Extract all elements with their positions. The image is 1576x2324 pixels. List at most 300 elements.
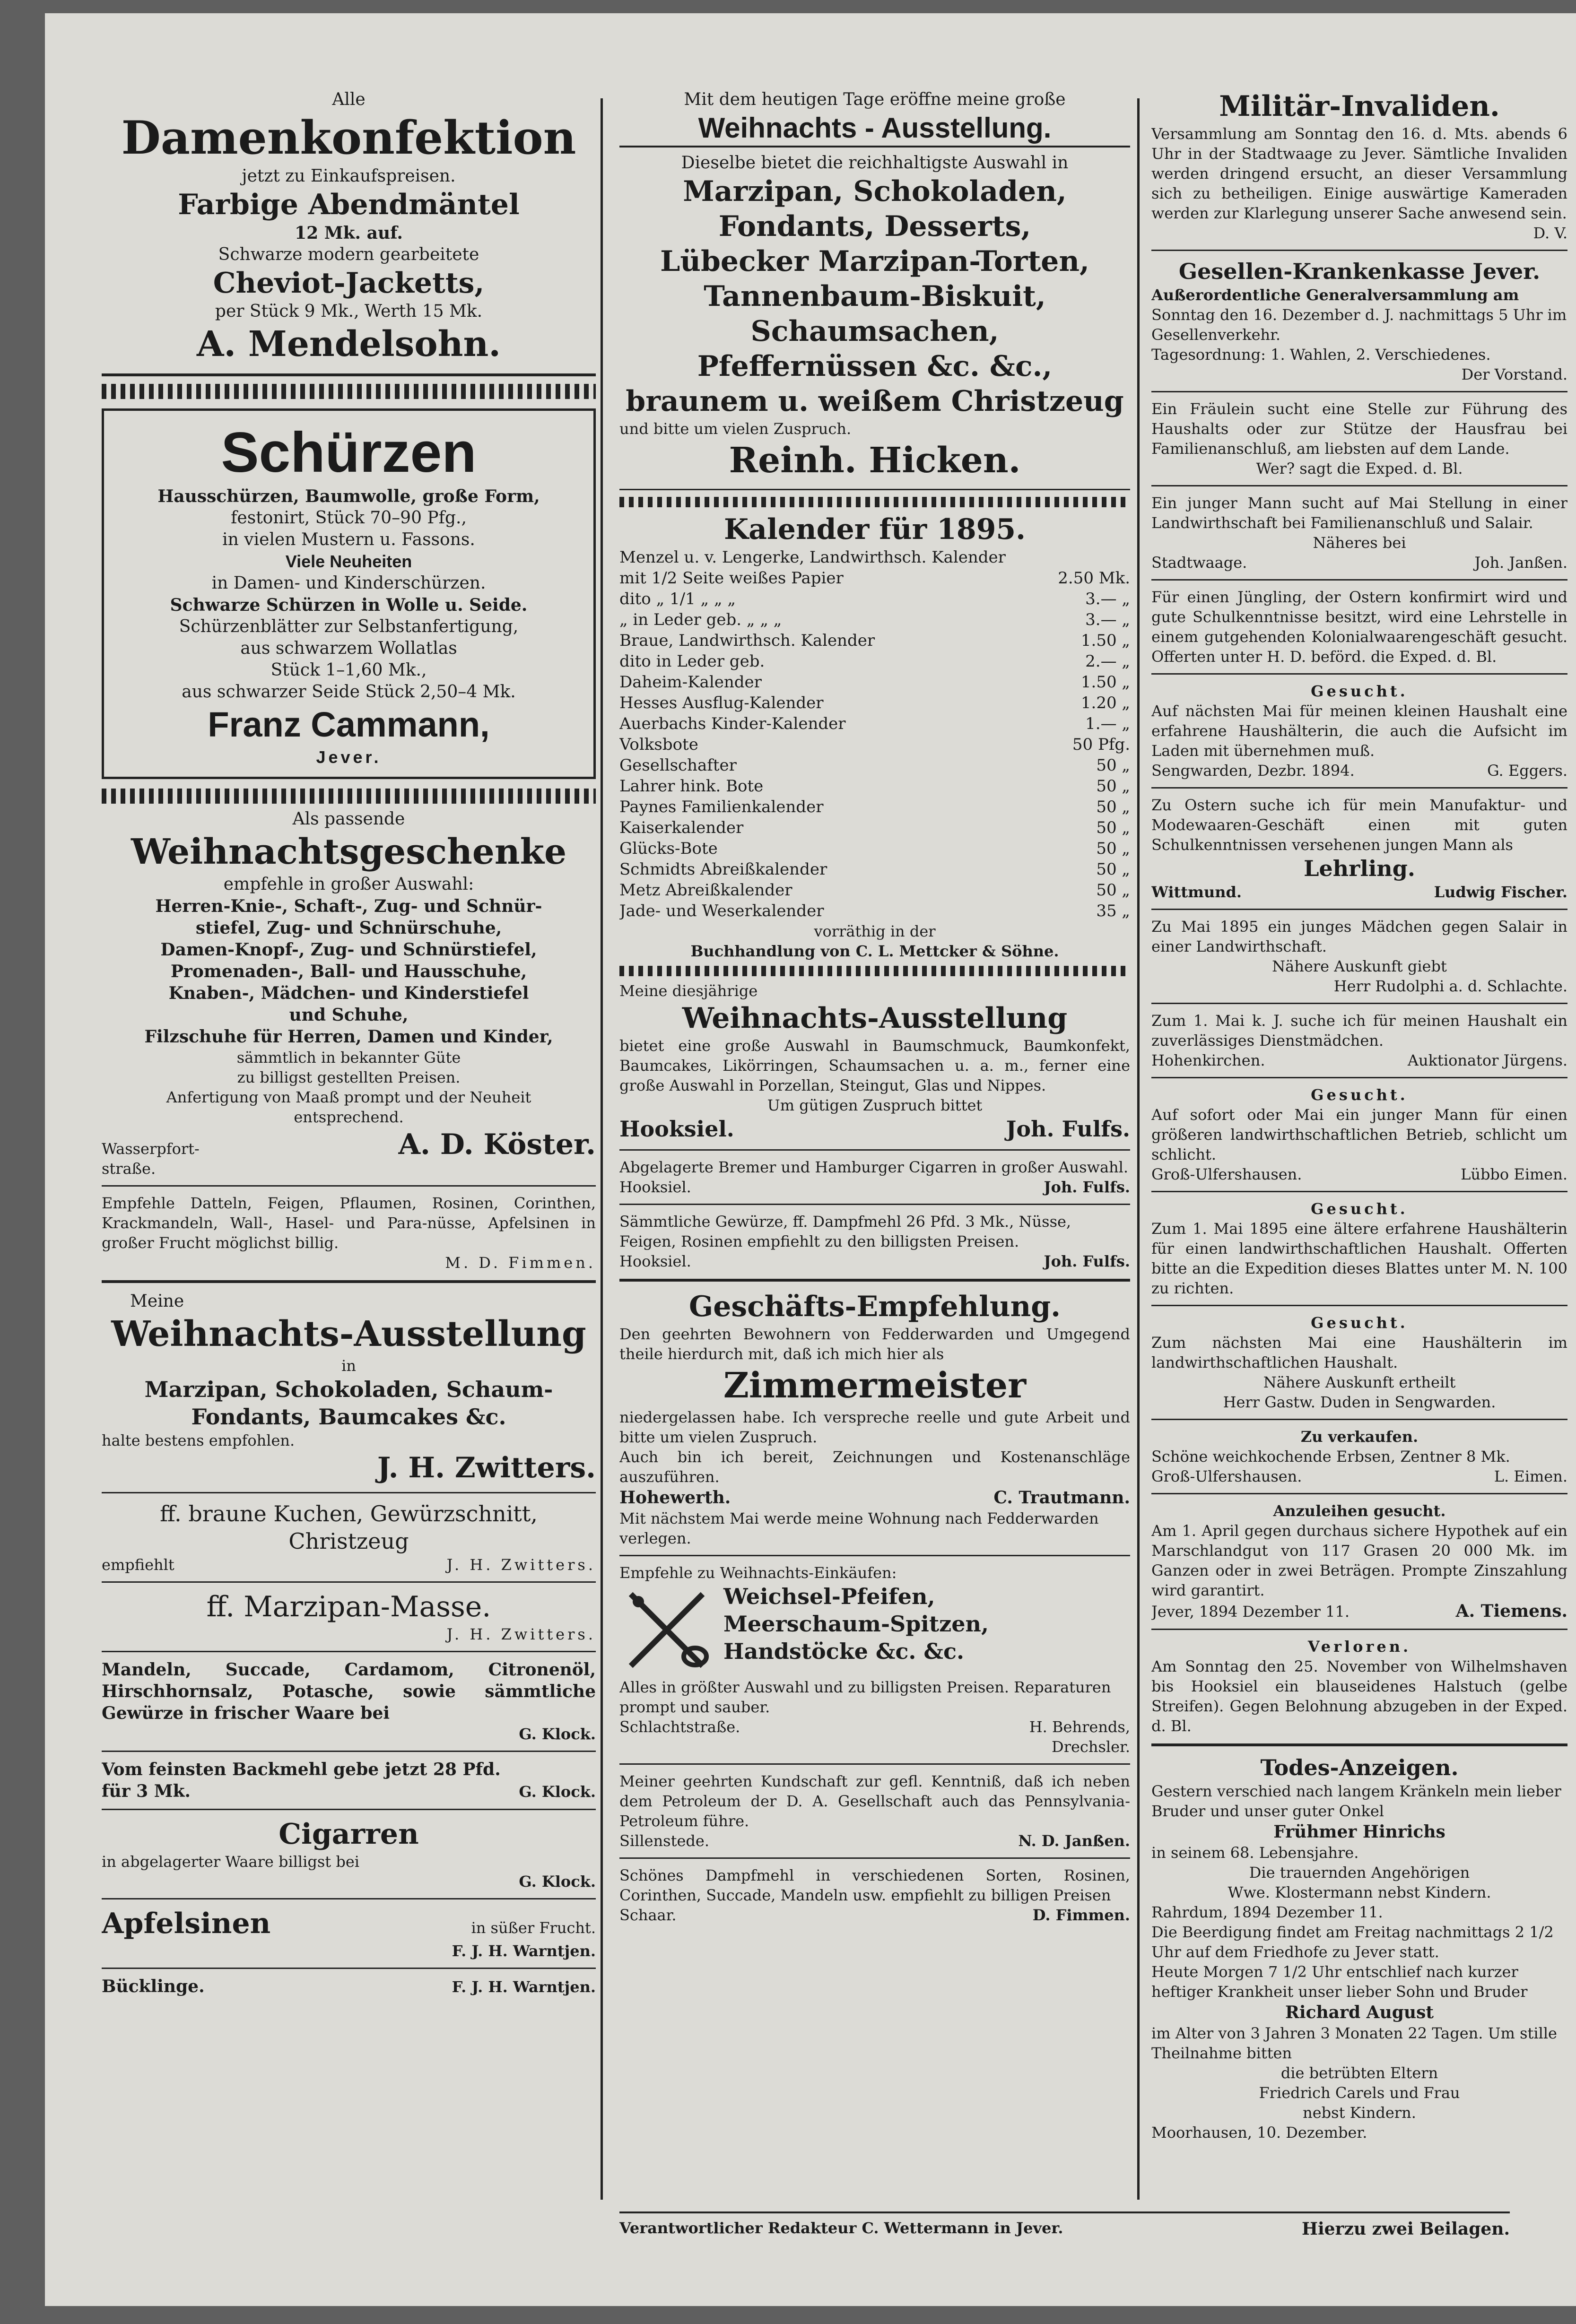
divider bbox=[1151, 1629, 1567, 1630]
ad-firm: C. Trautmann. bbox=[993, 1488, 1130, 1508]
ad-line: 12 Mk. auf. bbox=[295, 223, 403, 243]
editor-line: Verantwortlicher Redakteur C. Wettermann in Jever. bbox=[619, 2219, 1063, 2237]
ad-line: Alles in größter Auswahl und zu billigsten Preisen. Reparaturen prompt und sauber. bbox=[619, 1678, 1111, 1716]
ad-firm: Auktionator Jürgens. bbox=[1407, 1051, 1567, 1069]
ornament-border bbox=[619, 497, 1130, 507]
ad-title: Kalender für 1895. bbox=[723, 513, 1026, 546]
ad-text: Abgelagerte Bremer und Hamburger Cigarren in großer Auswahl. bbox=[619, 1158, 1129, 1176]
ad-title: Weihnachts-Ausstellung bbox=[111, 1314, 586, 1354]
ad-datteln bbox=[102, 1193, 596, 1273]
price-row bbox=[619, 880, 1130, 901]
price-value: 3.— „ bbox=[1085, 590, 1130, 608]
price-item: Volksbote bbox=[619, 735, 698, 754]
ad-firm: Joh. Fulfs. bbox=[1044, 1252, 1130, 1270]
ad-place: Sillenstede. bbox=[619, 1832, 709, 1850]
price-value: 1.50 „ bbox=[1080, 631, 1130, 650]
ad-firm: Joh. Fulfs. bbox=[1044, 1178, 1130, 1196]
ad-line: in vielen Mustern u. Fassons. bbox=[222, 530, 475, 549]
price-row bbox=[619, 609, 1130, 630]
ad-line: Pfeffernüssen &c. &c., bbox=[697, 350, 1053, 383]
ad-line: stiefel, Zug- und Schnürschuhe, bbox=[195, 918, 502, 938]
ad-firm: J. H. Zwitters. bbox=[446, 1556, 596, 1574]
ad-text: Für einen Jüngling, der Ostern konfirmirt wird und gute Schulkenntnisse besitzt, wird eine Lehrstelle in einem gutgehenden Kolonialwaarengeschäft gesucht. Offerten unter H. D. beförd. die Exped. d. Bl. bbox=[1151, 588, 1567, 666]
ad-title: Damenkonfektion bbox=[121, 111, 576, 165]
divider bbox=[619, 1857, 1130, 1859]
ad-anzuleihen bbox=[1151, 1501, 1567, 1622]
ad-line: Herren-Knie-, Schaft-, Zug- und Schnür- bbox=[155, 896, 542, 916]
ad-title: Weihnachtsgeschenke bbox=[131, 832, 567, 872]
ad-line: Heute Morgen 7 1/2 Uhr entschlief nach kurzer heftiger Krankheit unser lieber Sohn und Bruder bbox=[1151, 1963, 1528, 2001]
ad-text: Sämmtliche Gewürze, ff. Dampfmehl 26 Pfd. 3 Mk., Nüsse, Feigen, Rosinen empfiehlt zu den billigsten Preisen. bbox=[619, 1213, 1071, 1250]
ad-text: Auf sofort oder Mai ein junger Mann für einen größeren landwirthschaftlichen Betrieb, schlicht um schlicht. bbox=[1151, 1106, 1567, 1163]
divider bbox=[1151, 1077, 1567, 1078]
ad-line: Schürzenblätter zur Selbstanfertigung, bbox=[179, 617, 519, 636]
price-row bbox=[619, 901, 1130, 921]
ad-line: Die trauernden Angehörigen bbox=[1249, 1864, 1470, 1882]
divider bbox=[619, 1279, 1130, 1282]
price-value: 2.50 Mk. bbox=[1058, 569, 1130, 588]
ad-title: Militär-Invaliden. bbox=[1219, 90, 1500, 123]
divider bbox=[102, 1185, 596, 1187]
ad-text: Empfehle Datteln, Feigen, Pflaumen, Rosinen, Corinthen, Krackmandeln, Wall-, Hasel- und Para-nüsse, Apfelsinen in großer Frucht möglichst billig. bbox=[102, 1194, 596, 1252]
price-row bbox=[619, 797, 1130, 817]
ad-verloren bbox=[1151, 1637, 1567, 1736]
ad-line: Um gütigen Zuspruch bittet bbox=[767, 1096, 983, 1114]
ad-line: Meine bbox=[130, 1292, 184, 1311]
price-value: 50 „ bbox=[1096, 818, 1130, 837]
ad-line: Rahrdum, 1894 Dezember 11. bbox=[1151, 1903, 1383, 1921]
ad-title: Gesucht. bbox=[1311, 682, 1408, 700]
ad-place: Hooksiel. bbox=[619, 1178, 691, 1196]
ad-line: Die Beerdigung findet am Freitag nachmittags 2 1/2 Uhr auf dem Friedhofe zu Jever statt. bbox=[1151, 1923, 1554, 1961]
column-1 bbox=[102, 89, 596, 2207]
price-item: Hesses Ausflug-Kalender bbox=[619, 694, 824, 712]
ad-line: Schwarze Schürzen in Wolle u. Seide. bbox=[170, 595, 528, 615]
ad-line: entsprechend. bbox=[294, 1108, 404, 1126]
ad-marzipan-masse bbox=[102, 1589, 596, 1644]
ad-line: zu billigst gestellten Preisen. bbox=[237, 1068, 461, 1086]
ad-firm: Joh. Fulfs. bbox=[1006, 1116, 1130, 1142]
ad-text: Ein junger Mann sucht auf Mai Stellung in einer Landwirthschaft bei Familienanschluß und Salair. bbox=[1151, 494, 1567, 532]
ad-firm: G. Klock. bbox=[519, 1873, 596, 1890]
ad-place: Hooksiel. bbox=[619, 1116, 734, 1142]
ad-line: sämmtlich in bekannter Güte bbox=[236, 1049, 461, 1067]
ad-line: Schaumsachen, bbox=[750, 315, 999, 348]
ad-gesellen-krankenkasse bbox=[1151, 258, 1567, 384]
ad-line: Fondants, Baumcakes &c. bbox=[191, 1404, 506, 1430]
supplement-note: Hierzu zwei Beilagen. bbox=[1301, 2219, 1510, 2239]
ad-line: Meine diesjährige bbox=[619, 982, 758, 1000]
ad-line: Den geehrten Bewohnern von Fedderwarden und Umgegend theile hierdurch mit, daß ich mich hier als bbox=[619, 1325, 1130, 1363]
price-value: 50 „ bbox=[1096, 798, 1130, 816]
ad-line: für 3 Mk. bbox=[102, 1781, 191, 1801]
ad-line: braunem u. weißem Christzeug bbox=[626, 385, 1124, 418]
price-value: 3.— „ bbox=[1085, 610, 1130, 629]
price-item: Paynes Familienkalender bbox=[619, 798, 824, 816]
ad-line: empfehle in großer Auswahl: bbox=[223, 875, 474, 894]
column-2 bbox=[619, 89, 1130, 2207]
ad-text: Zu Ostern suche ich für mein Manufaktur- und Modewaaren-Geschäft einen mit guten Schulkenntnissen versehenen jungen Mann als bbox=[1151, 796, 1567, 854]
ad-apfelsinen bbox=[102, 1906, 596, 1961]
ad-title: Schürzen bbox=[221, 421, 477, 484]
price-list bbox=[619, 547, 1130, 921]
ad-line: vorräthig in der bbox=[814, 922, 936, 940]
ad-line: per Stück 9 Mk., Werth 15 Mk. bbox=[215, 302, 483, 321]
ad-line: Gestern verschied nach langem Kränkeln mein lieber Bruder und unser guter Onkel bbox=[1151, 1782, 1561, 1820]
price-row bbox=[619, 776, 1130, 797]
ad-text: Zum 1. Mai 1895 eine ältere erfahrene Haushälterin für einen landwirthschaftlichen Haushalt. Offerten bitte an die Expedition dieses Blattes unter M. N. 100 zu richten. bbox=[1151, 1220, 1567, 1297]
newspaper-page bbox=[45, 13, 1576, 2306]
ad-place: Schlachtstraße. bbox=[619, 1718, 740, 1736]
price-value: 50 „ bbox=[1096, 839, 1130, 858]
ad-line: Hausschürzen, Baumwolle, große Form, bbox=[157, 486, 540, 506]
ad-place: Moorhausen, 10. Dezember. bbox=[1151, 2124, 1367, 2142]
divider bbox=[1151, 909, 1567, 910]
divider bbox=[102, 1898, 596, 1899]
ad-line: in bbox=[341, 1357, 356, 1375]
ad-line: Marzipan, Schokoladen, Schaum- bbox=[144, 1377, 553, 1402]
ad-line: empfiehlt bbox=[102, 1556, 174, 1574]
ad-title: Weihnachts - Ausstellung. bbox=[619, 111, 1130, 147]
price-value: 2.— „ bbox=[1085, 652, 1130, 671]
price-row bbox=[619, 672, 1130, 693]
ad-heading: Lehrling. bbox=[1304, 856, 1415, 881]
column-3 bbox=[1151, 89, 1567, 2207]
divider bbox=[102, 1651, 596, 1652]
ad-line: in abgelagerter Waare billigst bei bbox=[102, 1853, 359, 1871]
ad-heading: Richard August bbox=[1285, 2003, 1434, 2022]
ad-juengling-lehrstelle bbox=[1151, 587, 1567, 667]
divider bbox=[1151, 1743, 1567, 1746]
ad-place: Jever, 1894 Dezember 11. bbox=[1151, 1603, 1350, 1621]
ad-line: in seinem 68. Lebensjahre. bbox=[1151, 1844, 1359, 1862]
ad-line: nebst Kindern. bbox=[1303, 2104, 1416, 2122]
ad-place: Hohenkirchen. bbox=[1151, 1051, 1265, 1069]
price-item: Metz Abreißkalender bbox=[619, 881, 792, 900]
ad-firm: A. Mendelsohn. bbox=[196, 324, 501, 364]
divider bbox=[1151, 1493, 1567, 1494]
price-value: 50 „ bbox=[1096, 777, 1130, 796]
ad-firm: A. D. Köster. bbox=[398, 1128, 596, 1161]
ad-zwitters-ausstellung bbox=[102, 1291, 596, 1485]
ad-firm: Joh. Janßen. bbox=[1474, 554, 1567, 572]
ad-firm: D. Fimmen. bbox=[1032, 1906, 1130, 1924]
ad-text: Schöne weichkochende Erbsen, Zentner 8 Mk. bbox=[1151, 1448, 1510, 1466]
divider bbox=[1151, 673, 1567, 675]
ad-militaer-invaliden bbox=[1151, 89, 1567, 243]
ad-line: Damen-Knopf-, Zug- und Schnürstiefel, bbox=[160, 940, 537, 960]
ad-fulfs-ausstellung bbox=[619, 981, 1130, 1143]
price-row bbox=[619, 713, 1130, 734]
ad-line: Als passende bbox=[292, 809, 405, 829]
ad-text: Ein Fräulein sucht eine Stelle zur Führung des Haushalts oder zur Stütze der Hausfrau bei Familienanschluß, am liebsten auf dem Lande. bbox=[1151, 400, 1567, 458]
divider bbox=[1151, 787, 1567, 789]
ad-behrends bbox=[619, 1563, 1130, 1757]
ad-firm: Buchhandlung von C. L. Mettcker & Söhne. bbox=[690, 942, 1059, 960]
price-value: 50 Pfg. bbox=[1072, 735, 1130, 754]
ad-line: Christzeug bbox=[288, 1528, 409, 1554]
price-item: Braue, Landwirthsch. Kalender bbox=[619, 631, 875, 650]
ad-line: aus schwarzer Seide Stück 2,50–4 Mk. bbox=[182, 682, 516, 702]
divider bbox=[102, 1492, 596, 1493]
ad-text: Am Sonntag den 25. November von Wilhelmshaven bis Hooksiel ein blauseidenes Halstuch (gelbe Streifen). Gegen Belohnung abzugeben in der Exped. d. Bl. bbox=[1151, 1657, 1567, 1735]
ad-line: Tagesordnung: 1. Wahlen, 2. Verschiedenes. bbox=[1151, 346, 1491, 364]
divider bbox=[1151, 1305, 1567, 1306]
price-row bbox=[619, 755, 1130, 776]
ad-line: die betrübten Eltern bbox=[1280, 2064, 1438, 2082]
ad-place: Wasserpfort- bbox=[102, 1140, 200, 1158]
divider bbox=[102, 1968, 596, 1969]
ad-title: ff. Marzipan-Masse. bbox=[206, 1590, 491, 1623]
ad-place: Sengwarden, Dezbr. 1894. bbox=[1151, 762, 1355, 780]
column-rule bbox=[601, 98, 603, 2200]
ad-zwitters-kuchen bbox=[102, 1500, 596, 1575]
ad-firm: H. Behrends, bbox=[1029, 1718, 1130, 1736]
price-value: 1.50 „ bbox=[1080, 673, 1130, 692]
ad-title: Gesellen-Krankenkasse Jever. bbox=[1178, 259, 1541, 284]
ad-buecklinge bbox=[102, 1976, 596, 1997]
ad-junger-mann bbox=[1151, 493, 1567, 572]
ad-title: Todes-Anzeigen. bbox=[1260, 1755, 1459, 1780]
ad-title: Weihnachts-Ausstellung bbox=[682, 1002, 1068, 1035]
column-rule bbox=[1137, 98, 1140, 2200]
ornament-border bbox=[102, 789, 596, 804]
price-item: dito in Leder geb. bbox=[619, 652, 765, 671]
ad-line: Tannenbaum-Biskuit, bbox=[704, 280, 1046, 313]
ad-firm: M. D. Fimmen. bbox=[445, 1254, 596, 1272]
ad-firm: F. J. H. Warntjen. bbox=[452, 1942, 596, 1960]
ad-heading: Viele Neuheiten bbox=[285, 552, 412, 571]
ad-signature: D. V. bbox=[1533, 224, 1567, 242]
price-item: Jade- und Weserkalender bbox=[619, 902, 824, 920]
ad-zu-verkaufen bbox=[1151, 1427, 1567, 1486]
price-row bbox=[619, 838, 1130, 859]
ad-gesucht-haushaelterin bbox=[1151, 1199, 1567, 1298]
ad-title: Verloren. bbox=[1307, 1638, 1411, 1656]
ad-janssen-petroleum bbox=[619, 1771, 1130, 1851]
ad-junges-maedchen bbox=[1151, 917, 1567, 996]
ad-heading: Meerschaum-Spitzen, bbox=[723, 1611, 989, 1637]
ad-line: und bitte um vielen Zuspruch. bbox=[619, 420, 852, 438]
ad-line: Vom feinsten Backmehl gebe jetzt 28 Pfd. bbox=[102, 1760, 501, 1779]
ad-line: Wer? sagt die Exped. d. Bl. bbox=[1256, 460, 1463, 477]
ad-firm: J. H. Zwitters. bbox=[377, 1451, 596, 1484]
ad-fulfs-cigarren bbox=[619, 1157, 1130, 1197]
ad-frame bbox=[102, 408, 596, 779]
ad-heading: Farbige Abendmäntel bbox=[178, 188, 520, 221]
price-row bbox=[619, 817, 1130, 838]
ad-line: in süßer Frucht. bbox=[471, 1919, 596, 1937]
ad-line: aus schwarzem Wollatlas bbox=[240, 639, 457, 658]
page-footer bbox=[619, 2211, 1510, 2240]
ad-line: Näheres bei bbox=[1313, 534, 1406, 552]
ad-zimmermeister bbox=[619, 1289, 1130, 1548]
ad-weihnachtsgeschenke bbox=[102, 808, 596, 1179]
divider bbox=[1151, 485, 1567, 486]
ad-firm: A. Tiemens. bbox=[1455, 1601, 1567, 1621]
ad-title: Gesucht. bbox=[1311, 1314, 1408, 1332]
divider bbox=[102, 1809, 596, 1810]
ad-line: Herr Gastw. Duden in Sengwarden. bbox=[1223, 1393, 1496, 1411]
ad-heading: Cheviot-Jacketts, bbox=[213, 267, 485, 300]
ad-text: Schönes Dampfmehl in verschiedenen Sorten, Rosinen, Corinthen, Succade, Mandeln usw. empfiehlt zu billigen Preisen bbox=[619, 1866, 1130, 1904]
divider bbox=[619, 489, 1130, 490]
ad-text: Sonntag den 16. Dezember d. J. nachmittags 5 Uhr im Gesellenverkehr. bbox=[1151, 306, 1567, 344]
price-item: Daheim-Kalender bbox=[619, 673, 762, 692]
ad-line: Marzipan, Schokoladen, bbox=[683, 175, 1067, 208]
price-item: Lahrer hink. Bote bbox=[619, 777, 764, 796]
ad-hicken bbox=[619, 89, 1130, 482]
price-value: 50 „ bbox=[1096, 881, 1130, 900]
price-value: 50 „ bbox=[1096, 756, 1130, 775]
price-item: mit 1/2 Seite weißes Papier bbox=[619, 569, 844, 588]
divider bbox=[102, 373, 596, 376]
price-item: dito „ 1/1 „ „ „ bbox=[619, 590, 736, 608]
ad-firm: N. D. Janßen. bbox=[1018, 1832, 1130, 1850]
ad-line: Dieselbe bietet die reichhaltigste Auswahl in bbox=[681, 153, 1069, 173]
ad-klock-backmehl bbox=[102, 1759, 596, 1802]
ad-place: straße. bbox=[102, 1160, 156, 1178]
divider bbox=[102, 1581, 596, 1583]
divider bbox=[102, 1751, 596, 1752]
ad-firm: F. J. H. Warntjen. bbox=[452, 1978, 596, 1996]
ad-klock-gewuerze bbox=[102, 1659, 596, 1744]
ad-line: Promenaden-, Ball- und Hausschuhe, bbox=[170, 962, 527, 981]
price-item: Kaiserkalender bbox=[619, 818, 744, 837]
ad-line: Anfertigung von Maaß prompt und der Neuheit bbox=[166, 1088, 531, 1106]
ad-line: Nähere Auskunft giebt bbox=[1272, 957, 1447, 975]
divider bbox=[619, 1763, 1130, 1765]
ad-line: Herr Rudolphi a. d. Schlachte. bbox=[1333, 977, 1567, 995]
ad-heading: Frühmer Hinrichs bbox=[1273, 1822, 1445, 1842]
ad-gesucht-eimen bbox=[1151, 1085, 1567, 1184]
ad-line: im Alter von 3 Jahren 3 Monaten 22 Tagen. Um stille Theilnahme bitten bbox=[1151, 2024, 1557, 2062]
ad-place: Wittmund. bbox=[1151, 883, 1242, 901]
ad-line: Empfehle zu Weihnachts-Einkäufen: bbox=[619, 1564, 897, 1582]
divider bbox=[619, 1555, 1130, 1556]
divider bbox=[1151, 391, 1567, 392]
ad-title: Anzuleihen gesucht. bbox=[1273, 1502, 1446, 1520]
price-row bbox=[619, 734, 1130, 755]
ad-line: Mit nächstem Mai werde meine Wohnung nach Fedderwarden verlegen. bbox=[619, 1509, 1099, 1547]
ad-line: Knaben-, Mädchen- und Kinderstiefel bbox=[168, 983, 529, 1003]
price-item: „ in Leder geb. „ „ „ bbox=[619, 610, 782, 629]
ad-damenkonfektion bbox=[102, 89, 596, 366]
price-row bbox=[619, 589, 1130, 609]
ad-place: Stadtwaage. bbox=[1151, 554, 1247, 572]
price-row bbox=[619, 630, 1130, 651]
ornament-border bbox=[619, 966, 1130, 976]
ad-text: Zum nächsten Mai eine Haushälterin im landwirthschaftlichen Haushalt. bbox=[1151, 1334, 1567, 1371]
ad-line: niedergelassen habe. Ich verspreche reelle und gute Arbeit und bitte um vielen Zuspruch. bbox=[619, 1408, 1130, 1446]
ad-firm: Franz Cammann, bbox=[208, 705, 490, 744]
ad-place: Schaar. bbox=[619, 1906, 677, 1924]
ad-kalender bbox=[619, 497, 1130, 976]
ad-title: Apfelsinen bbox=[102, 1907, 271, 1940]
ad-fulfs-gewuerze bbox=[619, 1212, 1130, 1271]
ad-title: Bücklinge. bbox=[102, 1977, 205, 1996]
ad-line: Schwarze modern gearbeitete bbox=[218, 245, 479, 264]
ad-line: Stück 1–1,60 Mk., bbox=[270, 660, 427, 680]
ad-heading: Außerordentliche Generalversammlung am bbox=[1151, 286, 1519, 304]
ad-title: Zu verkaufen. bbox=[1300, 1428, 1419, 1446]
ad-todes-anzeigen bbox=[1151, 1754, 1567, 2142]
ad-place: Groß-Ulfershausen. bbox=[1151, 1467, 1302, 1485]
price-item: Glücks-Bote bbox=[619, 839, 718, 858]
ad-cigarren bbox=[102, 1817, 596, 1891]
ad-line: in Damen- und Kinderschürzen. bbox=[211, 573, 486, 593]
crossed-pipes-icon bbox=[619, 1583, 714, 1677]
ad-city: Jever. bbox=[316, 747, 382, 767]
ad-title: Cigarren bbox=[279, 1818, 419, 1851]
ad-gesucht-duden bbox=[1151, 1313, 1567, 1412]
price-row bbox=[619, 651, 1130, 672]
divider bbox=[1151, 579, 1567, 581]
ad-text: Am 1. April gegen durchaus sichere Hypothek auf ein Marschlandgut von 117 Grasen 20 000 Mk. im Ganzen oder in zwei Beträgen. Prompte Zinszahlung wird garantirt. bbox=[1151, 1522, 1567, 1599]
ad-heading: Handstöcke &c. &c. bbox=[723, 1639, 964, 1664]
ad-dienstmaedchen bbox=[1151, 1011, 1567, 1070]
price-item: Auerbachs Kinder-Kalender bbox=[619, 714, 846, 733]
ad-text: Versammlung am Sonntag den 16. d. Mts. abends 6 Uhr in der Stadtwaage zu Jever. Sämtliche Invaliden werden dringend ersucht, an dieser Versammlung sich zu betheiligen. Einige auswärtige Kameraden werden zur Klarlegung unserer Sache anwesend sein. bbox=[1151, 125, 1567, 222]
ad-title: Gesucht. bbox=[1311, 1200, 1408, 1218]
ad-text: Auf nächsten Mai für meinen kleinen Haushalt eine erfahrene Haushälterin, die auch die Aufsicht im Laden mit übernehmen muß. bbox=[1151, 702, 1567, 760]
ad-text: bietet eine große Auswahl in Baumschmuck, Baumkonfekt, Baumcakes, Likörringen, Schaumsachen u. a. m., ferner eine große Auswahl in Porzellan, Steingut, Glas und Nippes. bbox=[619, 1037, 1130, 1094]
ad-fimmen-dampfmehl bbox=[619, 1865, 1130, 1925]
ad-heading: Weichsel-Pfeifen, bbox=[723, 1584, 935, 1609]
ad-line: und Schuhe, bbox=[289, 1005, 409, 1025]
ad-heading: Zimmermeister bbox=[723, 1365, 1027, 1406]
ad-gesucht-eggers bbox=[1151, 681, 1567, 780]
ad-line: Filzschuhe für Herren, Damen und Kinder, bbox=[144, 1027, 553, 1047]
ad-line: Wwe. Klostermann nebst Kindern. bbox=[1228, 1883, 1491, 1901]
ad-text: Meiner geehrten Kundschaft zur gefl. Kenntniß, daß ich neben dem Petroleum der D. A. Gesellschaft auch das Pennsylvania-Petroleum führe. bbox=[619, 1772, 1130, 1830]
ad-line: halte bestens empfohlen. bbox=[102, 1431, 295, 1449]
ad-text: Zu Mai 1895 ein junges Mädchen gegen Salair in einer Landwirthschaft. bbox=[1151, 918, 1567, 955]
ornament-border bbox=[102, 384, 596, 399]
ad-title: Gesucht. bbox=[1311, 1086, 1408, 1104]
ad-firm: Lübbo Eimen. bbox=[1461, 1165, 1567, 1183]
divider bbox=[1151, 1419, 1567, 1420]
ad-line: Auch bin ich bereit, Zeichnungen und Kostenanschläge auszuführen. bbox=[619, 1448, 1130, 1486]
divider bbox=[1151, 1191, 1567, 1192]
ad-firm: G. Eggers. bbox=[1487, 762, 1567, 780]
price-item: Schmidts Abreißkalender bbox=[619, 860, 827, 879]
divider bbox=[1151, 1003, 1567, 1004]
price-row bbox=[619, 859, 1130, 880]
divider bbox=[102, 1280, 596, 1283]
ad-place: Groß-Ulfershausen. bbox=[1151, 1165, 1302, 1183]
ad-line: Mit dem heutigen Tage eröffne meine große bbox=[684, 90, 1066, 109]
ad-line: Fondants, Desserts, bbox=[718, 210, 1031, 243]
ad-firm: Ludwig Fischer. bbox=[1434, 883, 1567, 901]
ad-firm: J. H. Zwitters. bbox=[446, 1625, 596, 1643]
ad-line: Friedrich Carels und Frau bbox=[1259, 2084, 1460, 2102]
price-value: 1.20 „ bbox=[1080, 694, 1130, 712]
ad-line: Lübecker Marzipan-Torten, bbox=[660, 245, 1089, 278]
ad-line: jetzt zu Einkaufspreisen. bbox=[242, 166, 456, 186]
price-item: Menzel u. v. Lengerke, Landwirthsch. Kalender bbox=[619, 548, 1006, 567]
ad-line: Alle bbox=[332, 90, 366, 109]
ad-fraeulein-stelle bbox=[1151, 399, 1567, 478]
ad-place: Hohewerth. bbox=[619, 1488, 731, 1508]
ad-text: Mandeln, Succade, Cardamom, Citronenöl, Hirschhornsalz, Potasche, sowie sämmtliche Gewürze in frischer Waare bei bbox=[102, 1660, 596, 1723]
ad-firm: G. Klock. bbox=[519, 1725, 596, 1743]
ad-firm: G. Klock. bbox=[519, 1783, 596, 1801]
ad-place: Hooksiel. bbox=[619, 1252, 691, 1270]
ad-signature: Der Vorstand. bbox=[1461, 365, 1567, 383]
price-value: 35 „ bbox=[1096, 902, 1130, 920]
ad-line: festonirt, Stück 70–90 Pfg., bbox=[231, 508, 467, 528]
